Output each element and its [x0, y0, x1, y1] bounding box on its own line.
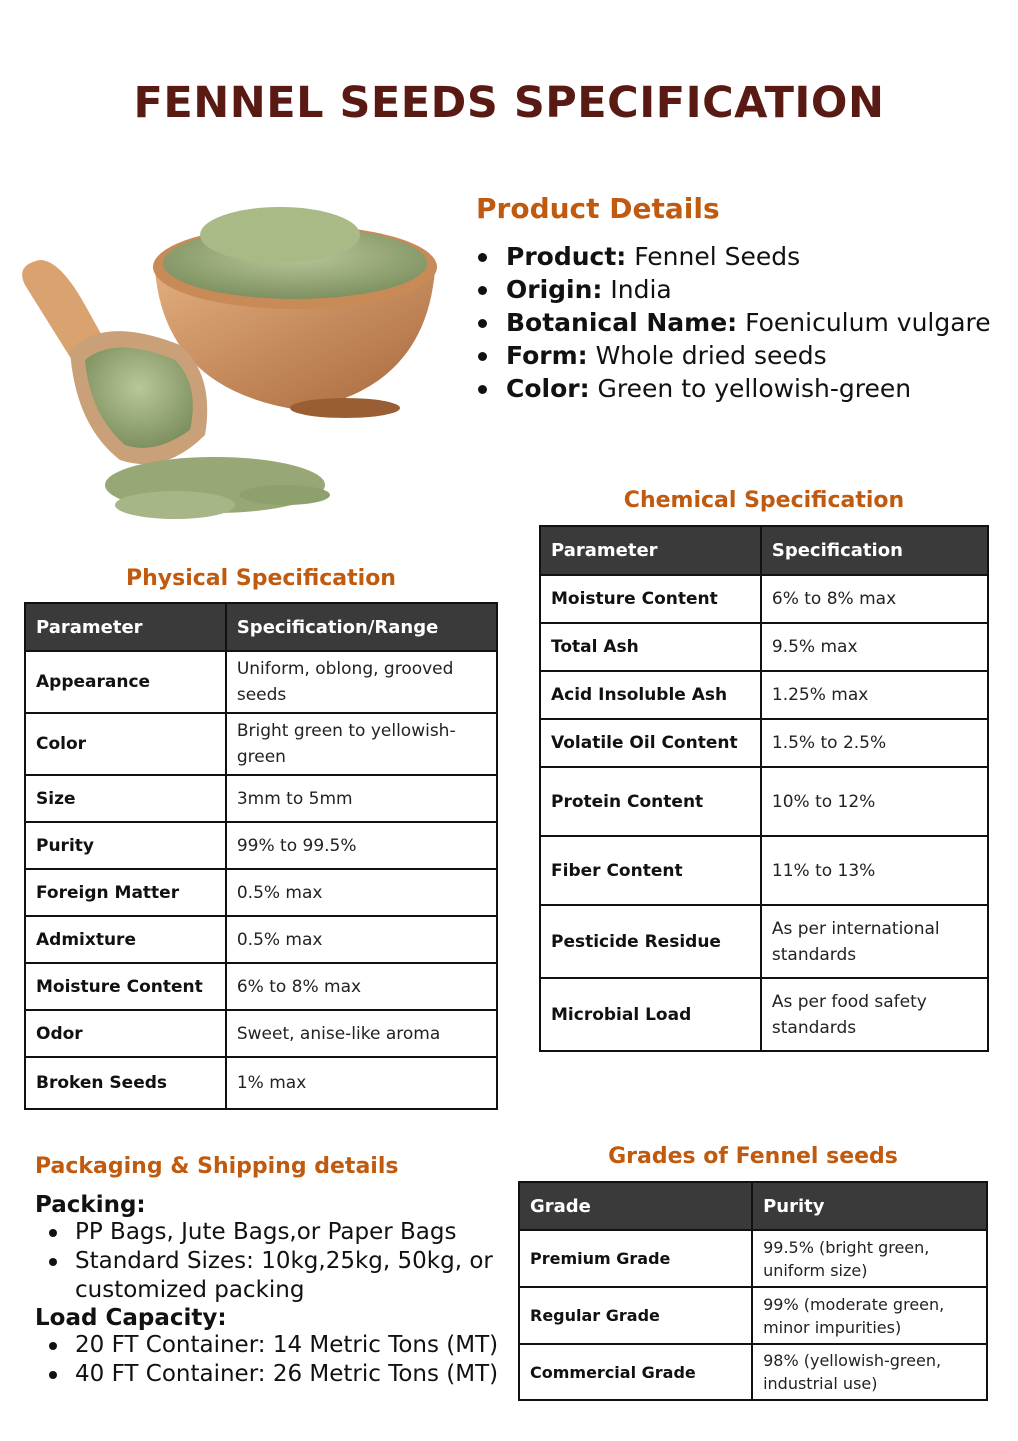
table-row — [25, 651, 497, 713]
list-item: Botanical Name: Foeniculum vulgare — [476, 306, 991, 339]
load-capacity-label: Load Capacity: — [35, 1305, 227, 1331]
parameter-cell: Foreign Matter — [25, 869, 226, 916]
value-cell: As per international standards — [761, 905, 988, 978]
list-item: Standard Sizes: 10kg,25kg, 50kg, or customized packing — [35, 1247, 495, 1305]
table-row — [540, 905, 988, 978]
column-header: Specification — [761, 526, 988, 575]
table-row — [540, 575, 988, 623]
value-cell: 0.5% max — [226, 916, 497, 963]
parameter-cell: Microbial Load — [540, 978, 761, 1051]
value-cell: Uniform, oblong, grooved seeds — [226, 651, 497, 713]
parameter-cell: Size — [25, 775, 226, 822]
table-header-row — [540, 526, 988, 575]
column-header: Parameter — [540, 526, 761, 575]
parameter-cell: Pesticide Residue — [540, 905, 761, 978]
parameter-cell: Volatile Oil Content — [540, 719, 761, 767]
table-row — [519, 1287, 987, 1344]
table-row — [25, 963, 497, 1010]
table-row — [25, 822, 497, 869]
list-item: Origin: India — [476, 273, 991, 306]
value-cell: 0.5% max — [226, 869, 497, 916]
packaging-section — [35, 1192, 505, 1389]
table-row — [25, 713, 497, 775]
fennel-seeds-image — [15, 175, 455, 545]
parameter-cell: Regular Grade — [519, 1287, 752, 1344]
list-item: Product: Fennel Seeds — [476, 240, 991, 273]
value-cell: 1.5% to 2.5% — [761, 719, 988, 767]
list-item: 40 FT Container: 26 Metric Tons (MT) — [35, 1360, 505, 1389]
packaging-heading: Packaging & Shipping details — [35, 1154, 399, 1179]
table-row — [540, 623, 988, 671]
list-item: 20 FT Container: 14 Metric Tons (MT) — [35, 1331, 505, 1360]
value-cell: 6% to 8% max — [761, 575, 988, 623]
value-cell: 11% to 13% — [761, 836, 988, 905]
table-row — [25, 1057, 497, 1109]
list-item: Form: Whole dried seeds — [476, 339, 991, 372]
packing-label: Packing: — [35, 1192, 146, 1218]
table-row — [540, 719, 988, 767]
parameter-cell: Moisture Content — [25, 963, 226, 1010]
value-cell: 1% max — [226, 1057, 497, 1109]
parameter-cell: Protein Content — [540, 767, 761, 836]
table-header-row — [519, 1182, 987, 1230]
value-cell: As per food safety standards — [761, 978, 988, 1051]
list-item: PP Bags, Jute Bags,or Paper Bags — [35, 1218, 495, 1247]
parameter-cell: Broken Seeds — [25, 1057, 226, 1109]
table-row — [540, 978, 988, 1051]
parameter-cell: Color — [25, 713, 226, 775]
value-cell: 6% to 8% max — [226, 963, 497, 1010]
grades-heading: Grades of Fennel seeds — [608, 1144, 898, 1169]
page-title: FENNEL SEEDS SPECIFICATION — [133, 78, 885, 128]
product-details-list — [476, 240, 991, 405]
load-capacity-list — [35, 1331, 505, 1389]
value-cell: 99% to 99.5% — [226, 822, 497, 869]
table-row — [540, 671, 988, 719]
table-row — [519, 1344, 987, 1400]
table-header-row — [25, 603, 497, 651]
physical-spec-heading: Physical Specification — [126, 566, 396, 591]
product-details-heading: Product Details — [476, 192, 720, 225]
column-header: Parameter — [25, 603, 226, 651]
parameter-cell: Admixture — [25, 916, 226, 963]
parameter-cell: Total Ash — [540, 623, 761, 671]
value-cell: 98% (yellowish-green, industrial use) — [752, 1344, 987, 1400]
table-row — [540, 767, 988, 836]
grades-table — [518, 1181, 988, 1401]
list-item: Color: Green to yellowish-green — [476, 372, 991, 405]
parameter-cell: Acid Insoluble Ash — [540, 671, 761, 719]
value-cell: Bright green to yellowish-green — [226, 713, 497, 775]
value-cell: Sweet, anise-like aroma — [226, 1010, 497, 1057]
column-header: Specification/Range — [226, 603, 497, 651]
physical-spec-table — [24, 602, 498, 1110]
parameter-cell: Appearance — [25, 651, 226, 713]
chemical-spec-heading: Chemical Specification — [623, 488, 905, 513]
value-cell: 99.5% (bright green, uniform size) — [752, 1230, 987, 1287]
parameter-cell: Odor — [25, 1010, 226, 1057]
table-row — [25, 775, 497, 822]
parameter-cell: Premium Grade — [519, 1230, 752, 1287]
parameter-cell: Fiber Content — [540, 836, 761, 905]
table-row — [540, 836, 988, 905]
column-header: Grade — [519, 1182, 752, 1230]
value-cell: 99% (moderate green, minor impurities) — [752, 1287, 987, 1344]
value-cell: 3mm to 5mm — [226, 775, 497, 822]
chemical-spec-table — [539, 525, 989, 1052]
value-cell: 9.5% max — [761, 623, 988, 671]
parameter-cell: Purity — [25, 822, 226, 869]
parameter-cell: Moisture Content — [540, 575, 761, 623]
table-row — [25, 916, 497, 963]
parameter-cell: Commercial Grade — [519, 1344, 752, 1400]
table-row — [25, 869, 497, 916]
packing-list — [35, 1218, 495, 1305]
column-header: Purity — [752, 1182, 987, 1230]
table-row — [25, 1010, 497, 1057]
value-cell: 10% to 12% — [761, 767, 988, 836]
table-row — [519, 1230, 987, 1287]
value-cell: 1.25% max — [761, 671, 988, 719]
